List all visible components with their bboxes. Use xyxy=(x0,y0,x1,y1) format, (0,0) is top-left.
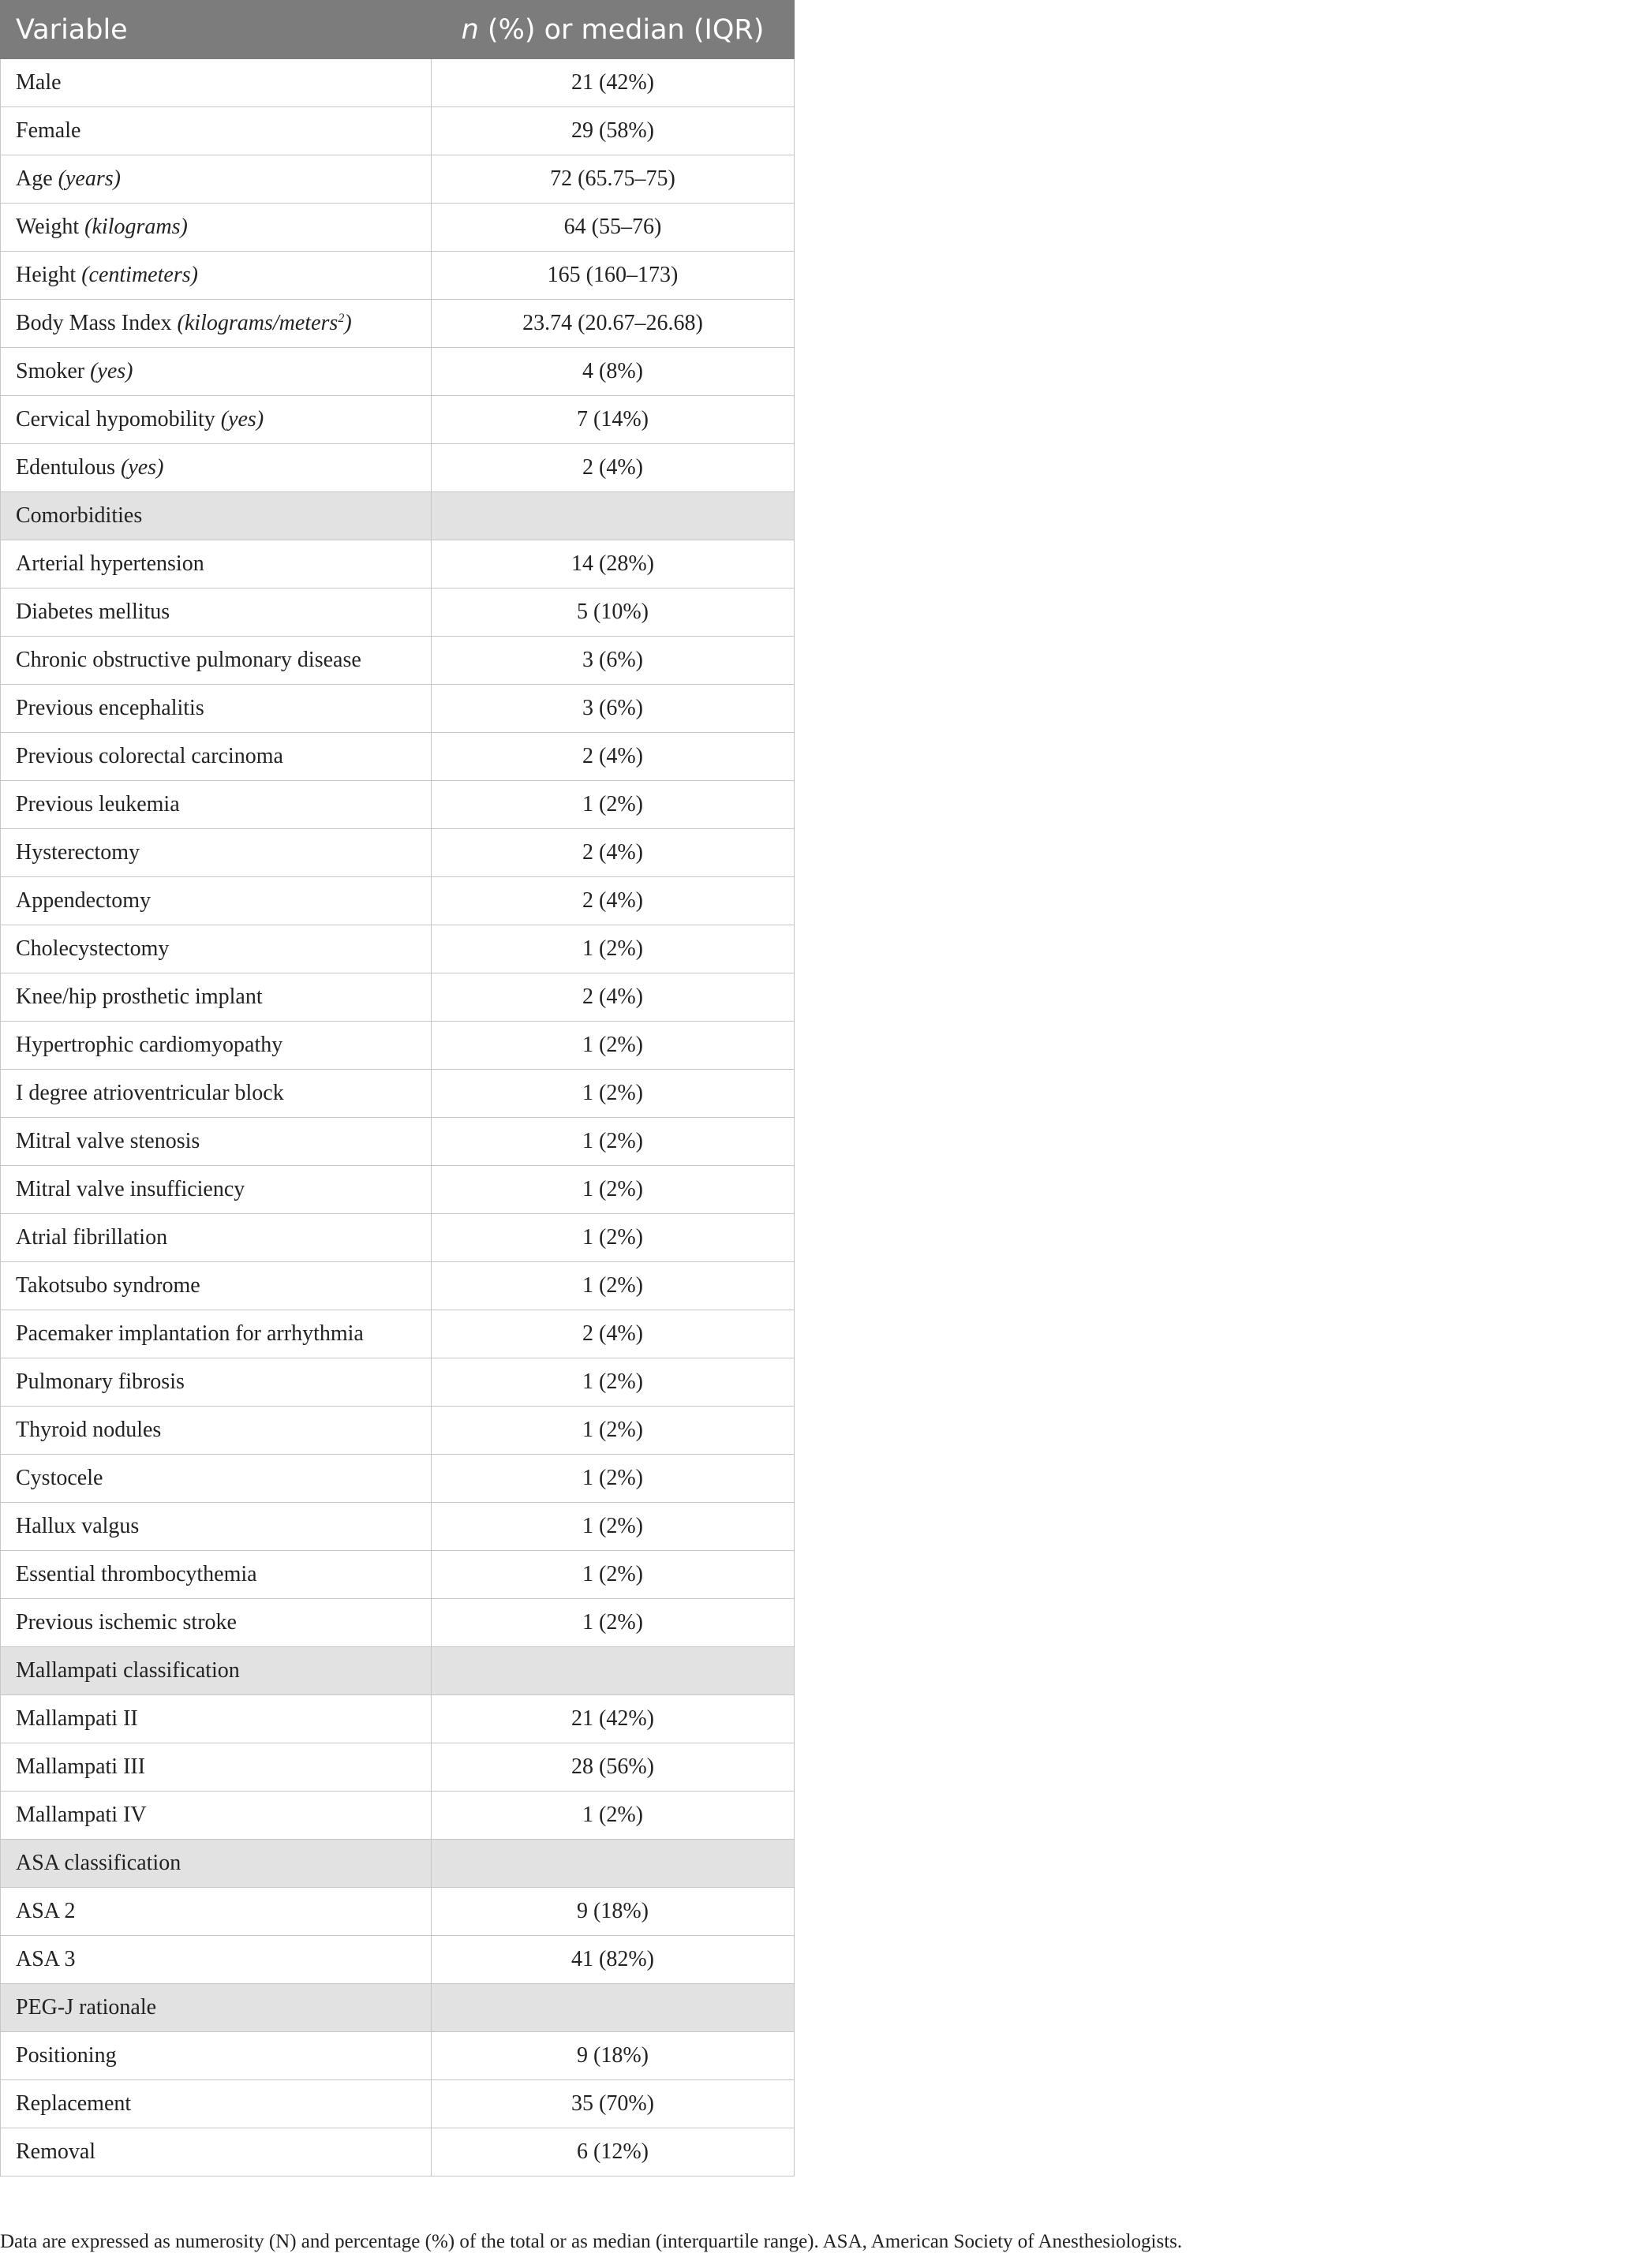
variable-cell xyxy=(1,252,432,300)
variable-label: Previous ischemic stroke xyxy=(16,1610,237,1635)
variable-unit: (yes) xyxy=(121,455,164,480)
table-row xyxy=(1,1551,795,1599)
variable-label: Weight xyxy=(16,215,85,239)
section-empty-cell xyxy=(432,1984,795,2032)
section-label: Mallampati classification xyxy=(1,1647,432,1695)
variable-label: ASA 2 xyxy=(16,1899,76,1923)
section-row xyxy=(1,1840,795,1888)
header-value xyxy=(432,1,795,59)
value-cell: 1 (2%) xyxy=(432,1166,795,1214)
value-cell: 64 (55–76) xyxy=(432,204,795,252)
variable-cell xyxy=(1,396,432,444)
variable-cell xyxy=(1,685,432,733)
variable-cell xyxy=(1,1022,432,1070)
value-cell: 1 (2%) xyxy=(432,1503,795,1551)
variable-label: Knee/hip prosthetic implant xyxy=(16,985,263,1009)
variable-cell xyxy=(1,1407,432,1455)
section-empty-cell xyxy=(432,492,795,540)
variable-label: Cystocele xyxy=(16,1466,103,1490)
value-cell: 6 (12%) xyxy=(432,2128,795,2176)
variable-cell xyxy=(1,1262,432,1310)
table-row xyxy=(1,1455,795,1503)
table-row xyxy=(1,877,795,925)
header-variable: Variable xyxy=(1,1,432,59)
variable-label: Chronic obstructive pulmonary disease xyxy=(16,648,361,672)
table-row xyxy=(1,1358,795,1407)
table-row xyxy=(1,444,795,492)
variable-label: Appendectomy xyxy=(16,888,152,913)
table-row xyxy=(1,107,795,155)
variable-label: Previous leukemia xyxy=(16,792,180,816)
table-row xyxy=(1,1070,795,1118)
variable-cell xyxy=(1,204,432,252)
value-cell: 1 (2%) xyxy=(432,1070,795,1118)
table-footnote: Data are expressed as numerosity (N) and percentage (%) of the total or as median (interquartile range). ASA, American Society of Anesthesiologists. xyxy=(0,2231,1183,2252)
value-cell: 3 (6%) xyxy=(432,685,795,733)
variable-cell xyxy=(1,733,432,781)
variable-label: Takotsubo syndrome xyxy=(16,1273,200,1298)
header-value-n: n xyxy=(461,13,479,46)
value-cell: 5 (10%) xyxy=(432,588,795,637)
variable-cell xyxy=(1,1743,432,1792)
variable-label: Edentulous xyxy=(16,455,121,480)
table-row xyxy=(1,59,795,107)
table-row xyxy=(1,1888,795,1936)
table-row xyxy=(1,1695,795,1743)
table-row xyxy=(1,396,795,444)
table-row xyxy=(1,1166,795,1214)
value-cell: 1 (2%) xyxy=(432,1214,795,1262)
value-cell: 4 (8%) xyxy=(432,348,795,396)
variable-cell xyxy=(1,1695,432,1743)
value-cell: 23.74 (20.67–26.68) xyxy=(432,300,795,348)
variable-label: Arterial hypertension xyxy=(16,551,204,576)
value-cell: 2 (4%) xyxy=(432,1310,795,1358)
value-cell: 14 (28%) xyxy=(432,540,795,588)
table-row xyxy=(1,1310,795,1358)
variable-cell xyxy=(1,1166,432,1214)
table-row xyxy=(1,637,795,685)
variable-label: Removal xyxy=(16,2139,96,2164)
variable-label: Smoker xyxy=(16,359,91,383)
variable-label: Age xyxy=(16,166,58,191)
variable-cell xyxy=(1,540,432,588)
value-cell: 1 (2%) xyxy=(432,1792,795,1840)
table-row xyxy=(1,1936,795,1984)
variable-cell xyxy=(1,1503,432,1551)
variable-label: Male xyxy=(16,70,62,95)
variable-cell xyxy=(1,637,432,685)
variable-label: I degree atrioventricular block xyxy=(16,1081,284,1105)
value-cell: 3 (6%) xyxy=(432,637,795,685)
value-cell: 21 (42%) xyxy=(432,1695,795,1743)
table-row xyxy=(1,1118,795,1166)
section-row xyxy=(1,1647,795,1695)
table-row xyxy=(1,1022,795,1070)
variable-unit: (years) xyxy=(58,166,121,191)
table-row xyxy=(1,829,795,877)
section-empty-cell xyxy=(432,1647,795,1695)
variable-label: Cholecystectomy xyxy=(16,936,170,961)
value-cell: 35 (70%) xyxy=(432,2080,795,2128)
table-row xyxy=(1,204,795,252)
table-row xyxy=(1,733,795,781)
value-cell: 2 (4%) xyxy=(432,877,795,925)
variable-label: Mallampati II xyxy=(16,1706,138,1731)
patient-characteristics-table xyxy=(0,0,795,2176)
table-row xyxy=(1,1792,795,1840)
variable-label: Mitral valve insufficiency xyxy=(16,1177,245,1201)
value-cell: 9 (18%) xyxy=(432,2032,795,2080)
table-row xyxy=(1,155,795,204)
variable-label: Cervical hypomobility xyxy=(16,407,221,432)
variable-cell xyxy=(1,107,432,155)
variable-label: Mallampati IV xyxy=(16,1803,147,1827)
section-empty-cell xyxy=(432,1840,795,1888)
value-cell: 1 (2%) xyxy=(432,1599,795,1647)
value-cell: 1 (2%) xyxy=(432,1358,795,1407)
variable-cell xyxy=(1,925,432,973)
variable-cell xyxy=(1,2080,432,2128)
variable-cell xyxy=(1,300,432,348)
table-row xyxy=(1,2128,795,2176)
variable-label: Hypertrophic cardiomyopathy xyxy=(16,1033,283,1057)
table-row xyxy=(1,348,795,396)
table-row xyxy=(1,540,795,588)
variable-cell xyxy=(1,877,432,925)
variable-label: Body Mass Index xyxy=(16,311,178,335)
table-row xyxy=(1,1599,795,1647)
value-cell: 72 (65.75–75) xyxy=(432,155,795,204)
variable-cell xyxy=(1,1599,432,1647)
value-cell: 21 (42%) xyxy=(432,59,795,107)
variable-cell xyxy=(1,2128,432,2176)
variable-cell xyxy=(1,781,432,829)
value-cell: 7 (14%) xyxy=(432,396,795,444)
variable-unit: (kilograms/meters xyxy=(177,311,339,335)
variable-label: Pulmonary fibrosis xyxy=(16,1369,185,1394)
variable-cell xyxy=(1,1310,432,1358)
variable-label: Female xyxy=(16,118,81,143)
variable-label: Atrial fibrillation xyxy=(16,1225,168,1250)
variable-cell xyxy=(1,1888,432,1936)
header-value-rest: (%) or median (IQR) xyxy=(478,13,765,46)
value-cell: 29 (58%) xyxy=(432,107,795,155)
variable-label: Previous encephalitis xyxy=(16,696,204,720)
value-cell: 1 (2%) xyxy=(432,1407,795,1455)
table-row xyxy=(1,1262,795,1310)
variable-label: Hallux valgus xyxy=(16,1514,140,1538)
variable-label: Diabetes mellitus xyxy=(16,600,170,624)
value-cell: 2 (4%) xyxy=(432,444,795,492)
variable-cell xyxy=(1,1551,432,1599)
table-row xyxy=(1,252,795,300)
value-cell: 28 (56%) xyxy=(432,1743,795,1792)
variable-label: Essential thrombocythemia xyxy=(16,1562,257,1586)
table-row xyxy=(1,781,795,829)
table-row xyxy=(1,973,795,1022)
variable-cell xyxy=(1,155,432,204)
value-cell: 41 (82%) xyxy=(432,1936,795,1984)
table-row xyxy=(1,1743,795,1792)
variable-label: Mallampati III xyxy=(16,1754,146,1779)
variable-unit: (centimeters) xyxy=(81,263,198,287)
table-row xyxy=(1,1214,795,1262)
variable-cell xyxy=(1,2032,432,2080)
value-cell: 1 (2%) xyxy=(432,1118,795,1166)
variable-label: ASA 3 xyxy=(16,1947,76,1971)
section-row xyxy=(1,492,795,540)
value-cell: 9 (18%) xyxy=(432,1888,795,1936)
value-cell: 1 (2%) xyxy=(432,1262,795,1310)
variable-cell xyxy=(1,1358,432,1407)
section-label: ASA classification xyxy=(1,1840,432,1888)
table-row xyxy=(1,925,795,973)
variable-unit: (yes) xyxy=(90,359,133,383)
variable-cell xyxy=(1,444,432,492)
table-row xyxy=(1,1407,795,1455)
unit-superscript: 2 xyxy=(338,312,345,325)
variable-label: Hysterectomy xyxy=(16,840,140,865)
value-cell: 2 (4%) xyxy=(432,973,795,1022)
value-cell: 2 (4%) xyxy=(432,829,795,877)
variable-cell xyxy=(1,1070,432,1118)
table-row xyxy=(1,300,795,348)
variable-label: Pacemaker implantation for arrhythmia xyxy=(16,1321,364,1346)
variable-cell xyxy=(1,829,432,877)
variable-cell xyxy=(1,1214,432,1262)
table-header-row xyxy=(1,1,795,59)
variable-unit: (kilograms) xyxy=(84,215,188,239)
variable-label: Height xyxy=(16,263,82,287)
variable-cell xyxy=(1,1455,432,1503)
value-cell: 1 (2%) xyxy=(432,1551,795,1599)
variable-cell xyxy=(1,1936,432,1984)
variable-label: Previous colorectal carcinoma xyxy=(16,744,283,768)
section-label: Comorbidities xyxy=(1,492,432,540)
variable-cell xyxy=(1,1792,432,1840)
value-cell: 165 (160–173) xyxy=(432,252,795,300)
value-cell: 1 (2%) xyxy=(432,925,795,973)
value-cell: 1 (2%) xyxy=(432,1455,795,1503)
table-row xyxy=(1,2032,795,2080)
value-cell: 2 (4%) xyxy=(432,733,795,781)
unit-close: ) xyxy=(344,311,352,335)
variable-label: Replacement xyxy=(16,2091,132,2116)
variable-cell xyxy=(1,348,432,396)
table-body xyxy=(1,59,795,2176)
section-row xyxy=(1,1984,795,2032)
variable-label: Positioning xyxy=(16,2043,117,2068)
table-row xyxy=(1,685,795,733)
variable-label: Mitral valve stenosis xyxy=(16,1129,200,1153)
value-cell: 1 (2%) xyxy=(432,781,795,829)
variable-cell xyxy=(1,1118,432,1166)
variable-unit: (yes) xyxy=(220,407,264,432)
variable-cell xyxy=(1,59,432,107)
value-cell: 1 (2%) xyxy=(432,1022,795,1070)
table-row xyxy=(1,1503,795,1551)
table-row xyxy=(1,588,795,637)
table-row xyxy=(1,2080,795,2128)
section-label: PEG-J rationale xyxy=(1,1984,432,2032)
variable-label: Thyroid nodules xyxy=(16,1418,162,1442)
variable-cell xyxy=(1,588,432,637)
variable-cell xyxy=(1,973,432,1022)
